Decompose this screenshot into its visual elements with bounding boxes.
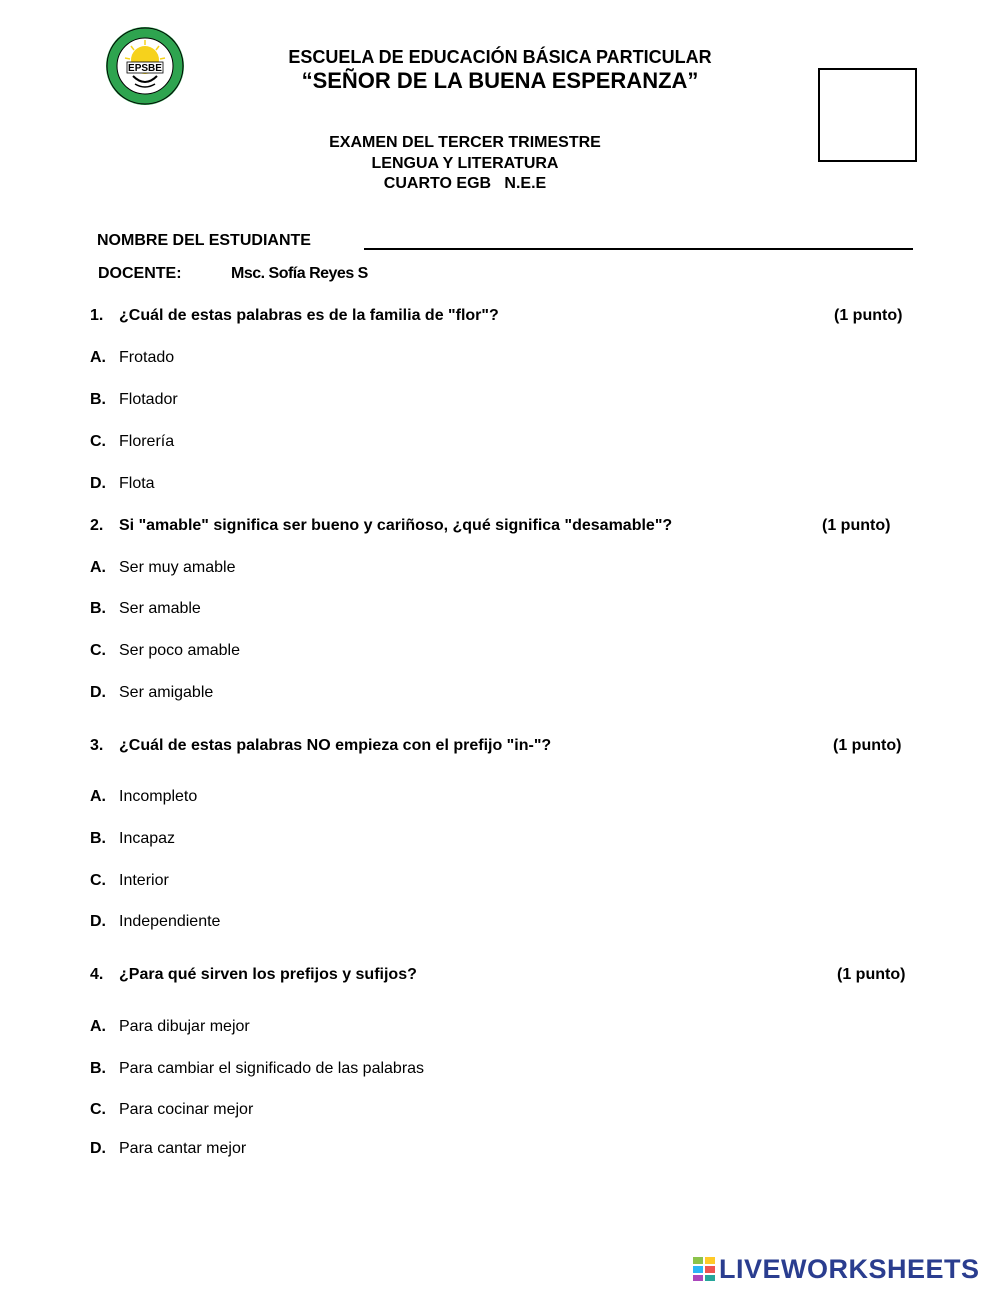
exam-grade: CUARTO EGB N.E.E — [383, 175, 547, 192]
option-4a[interactable] — [90, 1018, 690, 1038]
option-letter: B. — [90, 830, 106, 847]
option-1d[interactable] — [90, 475, 690, 495]
exam-subject: LENGUA Y LITERATURA — [371, 155, 559, 172]
option-4c[interactable] — [90, 1101, 690, 1121]
option-text: Para cocinar mejor — [119, 1101, 254, 1118]
option-3c[interactable] — [90, 872, 690, 892]
option-2c[interactable] — [90, 642, 690, 662]
option-text: Flota — [119, 475, 155, 492]
option-text: Ser muy amable — [119, 559, 236, 576]
option-letter: A. — [90, 788, 106, 805]
option-1a[interactable] — [90, 349, 690, 369]
liveworksheets-icon — [692, 1256, 716, 1282]
teacher-label: DOCENTE: — [98, 265, 182, 282]
option-text: Ser amable — [119, 600, 201, 617]
option-text: Interior — [119, 872, 169, 889]
question-4 — [90, 966, 810, 986]
option-text: Para dibujar mejor — [119, 1018, 250, 1035]
question-points: (1 punto) — [833, 737, 902, 754]
question-number: 1. — [90, 307, 104, 324]
question-text: ¿Cuál de estas palabras es de la familia de "flor"? — [119, 307, 499, 324]
option-4b[interactable] — [90, 1060, 690, 1080]
option-text: Para cantar mejor — [119, 1140, 247, 1157]
question-text: Si "amable" significa ser bueno y cariñoso, ¿qué significa "desamable"? — [119, 517, 673, 534]
question-points: (1 punto) — [822, 517, 891, 534]
option-letter: B. — [90, 391, 106, 408]
option-text: Ser amigable — [119, 684, 214, 701]
option-letter: B. — [90, 600, 106, 617]
option-text: Frotado — [119, 349, 175, 366]
option-text: Ser poco amable — [119, 642, 240, 659]
option-text: Incompleto — [119, 788, 198, 805]
question-points: (1 punto) — [837, 966, 906, 983]
option-2a[interactable] — [90, 559, 690, 579]
option-letter: D. — [90, 913, 106, 930]
option-text: Florería — [119, 433, 175, 450]
option-letter: C. — [90, 433, 106, 450]
option-text: Incapaz — [119, 830, 176, 847]
svg-text:EPSBE: EPSBE — [128, 63, 162, 74]
student-name-label: NOMBRE DEL ESTUDIANTE — [97, 232, 311, 249]
option-3d[interactable] — [90, 913, 690, 933]
option-2b[interactable] — [90, 600, 690, 620]
option-text: Flotador — [119, 391, 178, 408]
option-letter: A. — [90, 349, 106, 366]
question-number: 3. — [90, 737, 104, 754]
question-3 — [90, 737, 810, 757]
option-letter: C. — [90, 872, 106, 889]
question-text: ¿Para qué sirven los prefijos y sufijos? — [119, 966, 417, 983]
question-1 — [90, 307, 910, 327]
option-letter: A. — [90, 1018, 106, 1035]
liveworksheets-brand — [692, 1255, 980, 1283]
option-letter: C. — [90, 1101, 106, 1118]
question-number: 4. — [90, 966, 104, 983]
option-4d[interactable] — [90, 1140, 690, 1160]
option-1b[interactable] — [90, 391, 690, 411]
option-3b[interactable] — [90, 830, 690, 850]
exam-title: EXAMEN DEL TERCER TRIMESTRE — [329, 134, 601, 151]
question-2 — [90, 517, 810, 537]
question-number: 2. — [90, 517, 104, 534]
option-letter: A. — [90, 559, 106, 576]
student-name-field[interactable] — [364, 248, 913, 250]
school-line-1: ESCUELA DE EDUCACIÓN BÁSICA PARTICULAR — [288, 47, 712, 67]
option-1c[interactable] — [90, 433, 690, 453]
option-text: Para cambiar el significado de las palabras — [119, 1060, 425, 1077]
option-letter: C. — [90, 642, 106, 659]
option-letter: B. — [90, 1060, 106, 1077]
teacher-name: Msc. Sofía Reyes S — [231, 265, 368, 282]
option-letter: D. — [90, 1140, 106, 1157]
option-3a[interactable] — [90, 788, 690, 808]
option-text: Independiente — [119, 913, 221, 930]
question-text: ¿Cuál de estas palabras NO empieza con el prefijo "in-"? — [119, 737, 552, 754]
option-2d[interactable] — [90, 684, 690, 704]
question-points: (1 punto) — [834, 307, 903, 324]
liveworksheets-text: LIVEWORKSHEETS — [719, 1254, 980, 1284]
school-line-2: “SEÑOR DE LA BUENA ESPERANZA” — [301, 68, 699, 93]
option-letter: D. — [90, 684, 106, 701]
option-letter: D. — [90, 475, 106, 492]
